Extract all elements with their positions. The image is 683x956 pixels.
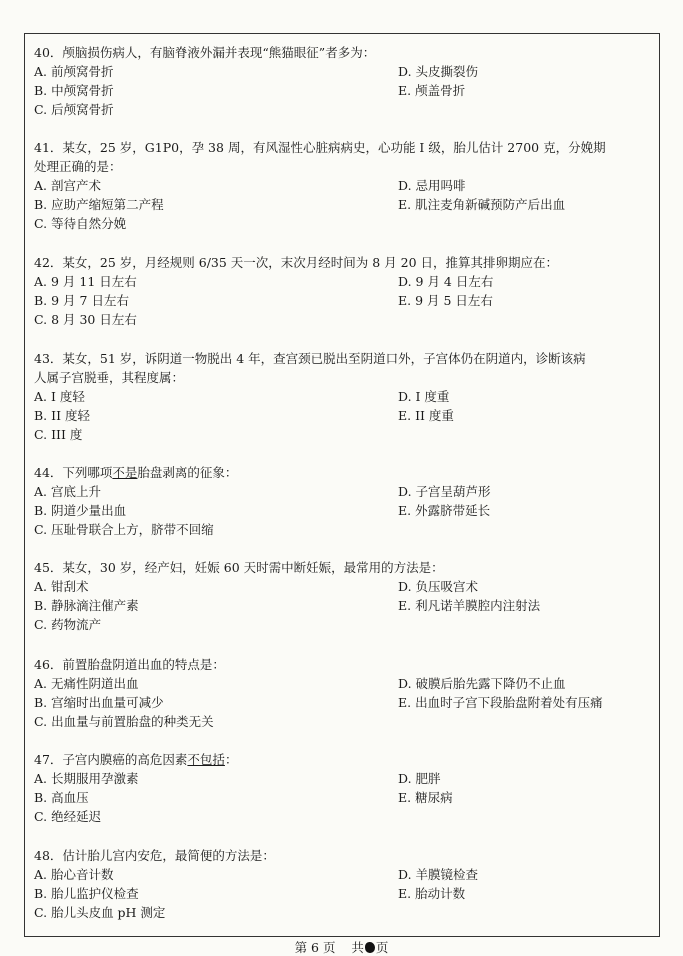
option-a: A. I 度轻 (34, 389, 85, 404)
option-e: E. 糖尿病 (398, 790, 453, 805)
option-b: B. 应助产缩短第二产程 (34, 197, 164, 212)
question-46 (34, 655, 659, 731)
option-e: E. 颅盖骨折 (398, 83, 466, 98)
question-stem-line2: 处理正确的是： (34, 159, 122, 174)
question-stem: 45．某女，30 岁，经产妇，妊娠 60 天时需中断妊娠，最常用的方法是： (34, 560, 444, 575)
stem-text: 47．子宫内膜癌的高危因素 (34, 752, 188, 767)
question-stem: 48．估计胎儿宫内安危，最简便的方法是： (34, 848, 275, 863)
option-e: E. 外露脐带延长 (398, 503, 491, 518)
option-b: B. II 度轻 (34, 408, 90, 423)
option-a: A. 钳刮术 (34, 579, 89, 594)
stem-emphasis: 不包括 (187, 752, 225, 767)
stem-text: 胎盘剥离的征象： (137, 465, 238, 480)
question-48 (34, 846, 659, 922)
option-c: C. 药物流产 (34, 617, 102, 632)
ink-blot-icon (365, 942, 375, 953)
option-d: D. 破膜后胎先露下降仍不止血 (398, 676, 566, 691)
option-a: A. 长期服用孕激素 (34, 771, 139, 786)
question-44 (34, 463, 659, 539)
option-e: E. 利凡诺羊膜腔内注射法 (398, 598, 541, 613)
option-e: E. 胎动计数 (398, 886, 466, 901)
question-stem: 42．某女，25 岁，月经规则 6/35 天一次，末次月经时间为 8 月 20 日，推算其排卵期应在： (34, 255, 559, 270)
question-43 (34, 349, 659, 444)
question-stem: 40．颅脑损伤病人，有脑脊液外漏并表现“熊猫眼征”者多为： (34, 45, 376, 60)
page-number: 第 6 页 (294, 940, 336, 955)
question-stem-line1: 43．某女，51 岁，诉阴道一物脱出 4 年，查宫颈已脱出至阴道口外，子宫体仍在阴道内，诊断该病 (34, 351, 586, 366)
page-total-label: 共 (351, 940, 364, 955)
stem-text: 44．下列哪项 (34, 465, 113, 480)
option-e: E. II 度重 (398, 408, 454, 423)
option-e: E. 出血时子宫下段胎盘附着处有压痛 (398, 695, 603, 710)
option-b: B. 高血压 (34, 790, 89, 805)
option-a: A. 9 月 11 日左右 (34, 274, 137, 289)
option-e: E. 肌注麦角新碱预防产后出血 (398, 197, 566, 212)
option-a: A. 无痛性阴道出血 (34, 676, 139, 691)
option-b: B. 9 月 7 日左右 (34, 293, 129, 308)
option-d: D. 负压吸宫术 (398, 579, 479, 594)
option-d: D. 羊膜镜检查 (398, 867, 479, 882)
stem-emphasis: 不是 (112, 465, 138, 480)
option-d: D. 子宫呈葫芦形 (398, 484, 491, 499)
option-b: B. 中颅窝骨折 (34, 83, 114, 98)
option-b: B. 宫缩时出血量可减少 (34, 695, 164, 710)
option-a: A. 剖宫产术 (34, 178, 101, 193)
option-b: B. 阴道少量出血 (34, 503, 127, 518)
option-a: A. 宫底上升 (34, 484, 101, 499)
question-41 (34, 138, 659, 233)
option-a: A. 胎心音计数 (34, 867, 114, 882)
option-d: D. I 度重 (398, 389, 450, 404)
question-47 (34, 750, 659, 826)
option-d: D. 头皮撕裂伤 (398, 64, 479, 79)
stem-text: ： (224, 752, 238, 767)
option-b: B. 胎儿监护仪检查 (34, 886, 139, 901)
option-c: C. 胎儿头皮血 pH 测定 (34, 905, 166, 920)
option-c: C. 8 月 30 日左右 (34, 312, 137, 327)
option-d: D. 肥胖 (398, 771, 441, 786)
option-e: E. 9 月 5 日左右 (398, 293, 493, 308)
option-c: C. 出血量与前置胎盘的种类无关 (34, 714, 214, 729)
question-stem: 46．前置胎盘阴道出血的特点是： (34, 657, 225, 672)
option-d: D. 9 月 4 日左右 (398, 274, 494, 289)
option-b: B. 静脉滴注催产素 (34, 598, 139, 613)
option-c: C. 后颅窝骨折 (34, 102, 114, 117)
question-stem-line2: 人属子宫脱垂，其程度属： (34, 370, 185, 385)
question-45 (34, 558, 659, 634)
question-42 (34, 253, 659, 329)
page-footer (0, 938, 683, 956)
question-stem (34, 750, 659, 769)
page-total-suffix: 页 (375, 940, 389, 955)
option-c: C. 压耻骨联合上方，脐带不回缩 (34, 522, 214, 537)
option-c: C. 绝经延迟 (34, 809, 102, 824)
question-stem-line1: 41．某女，25 岁，G1P0，孕 38 周，有风湿性心脏病病史，心功能 I 级，胎儿估计 2700 克，分娩期 (34, 140, 606, 155)
question-40 (34, 43, 659, 119)
option-d: D. 忌用吗啡 (398, 178, 466, 193)
question-stem (34, 463, 659, 482)
option-c: C. III 度 (34, 427, 83, 442)
option-c: C. 等待自然分娩 (34, 216, 127, 231)
option-a: A. 前颅窝骨折 (34, 64, 114, 79)
